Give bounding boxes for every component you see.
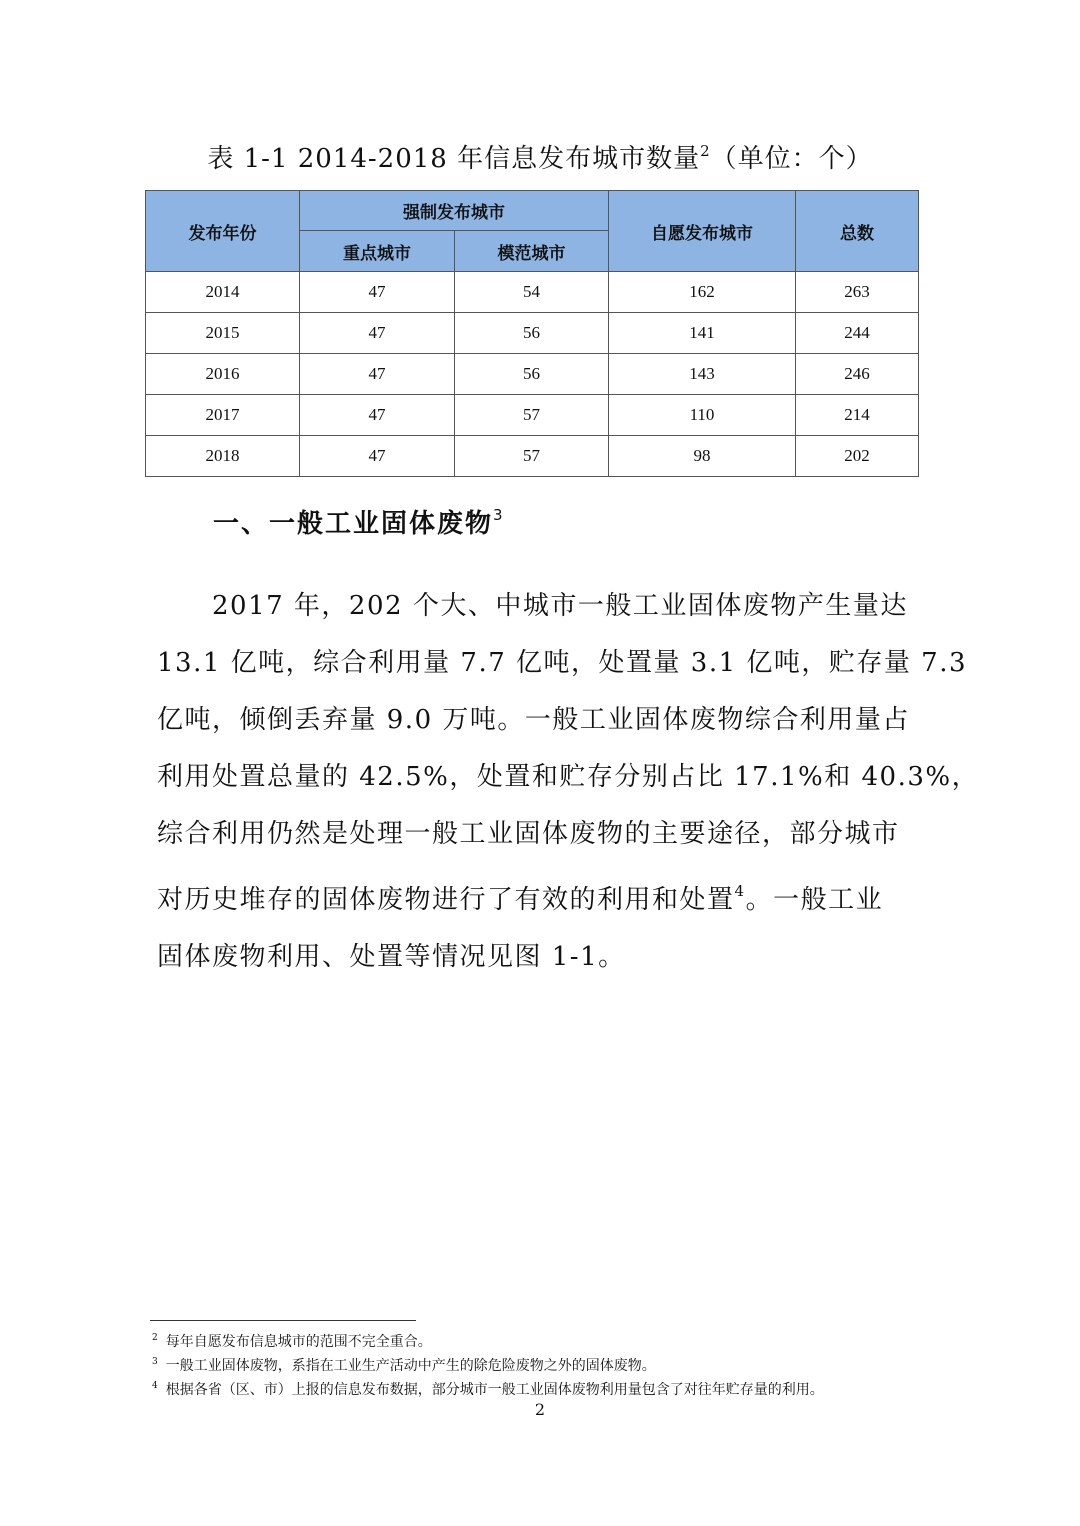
cell-key: 47: [300, 395, 455, 436]
cell-voluntary: 110: [609, 395, 796, 436]
footnote-mark: 3: [152, 1357, 158, 1367]
footnote-item: [152, 1328, 952, 1352]
cell-year: 2014: [146, 272, 300, 313]
cell-total: 263: [796, 272, 919, 313]
footnote-item: [152, 1352, 952, 1376]
footnote-item: [152, 1376, 952, 1400]
cell-voluntary: 162: [609, 272, 796, 313]
cell-voluntary: 141: [609, 313, 796, 354]
header-voluntary: 自愿发布城市: [609, 191, 796, 272]
paragraph-line: 固体废物利用、处置等情况见图 1-1。: [157, 942, 626, 972]
paragraph-line-text: 。一般工业: [745, 885, 884, 915]
cell-total: 202: [796, 436, 919, 477]
cell-key: 47: [300, 436, 455, 477]
table-caption: [0, 138, 1080, 175]
body-paragraph: [157, 578, 980, 986]
table-row: [146, 313, 919, 354]
footnote-ref-2[interactable]: 2: [700, 142, 711, 160]
cell-voluntary: 98: [609, 436, 796, 477]
footnote-ref-4[interactable]: 4: [734, 882, 746, 900]
footnote-text: 根据各省（区、市）上报的信息发布数据，部分城市一般工业固体废物利用量包含了对往年贮存量的利用。: [165, 1382, 824, 1398]
cell-voluntary: 143: [609, 354, 796, 395]
header-year: 发布年份: [146, 191, 300, 272]
paragraph-line: 2017 年，202 个大、中城市一般工业固体废物产生量达: [212, 591, 908, 621]
footnote-divider: [150, 1320, 416, 1321]
table-row: [146, 395, 919, 436]
cell-model: 57: [455, 436, 609, 477]
cell-year: 2017: [146, 395, 300, 436]
cell-model: 57: [455, 395, 609, 436]
footnote-text: 一般工业固体废物，系指在工业生产活动中产生的除危险废物之外的固体废物。: [165, 1358, 656, 1374]
page-number: 2: [534, 1400, 546, 1419]
city-count-table: [145, 190, 919, 477]
header-key-cities: 重点城市: [300, 231, 455, 272]
cell-total: 244: [796, 313, 919, 354]
section-heading-text: 一、一般工业固体废物: [213, 509, 494, 539]
header-mandatory: 强制发布城市: [300, 191, 609, 231]
footnote-mark: 2: [152, 1333, 158, 1343]
header-total: 总数: [796, 191, 919, 272]
cell-key: 47: [300, 354, 455, 395]
table-caption-text: 表 1-1 2014-2018 年信息发布城市数量: [207, 144, 701, 174]
paragraph-line: 13.1 亿吨，综合利用量 7.7 亿吨，处置量 3.1 亿吨，贮存量 7.3: [157, 648, 968, 678]
cell-year: 2016: [146, 354, 300, 395]
cell-year: 2018: [146, 436, 300, 477]
table-row: [146, 272, 919, 313]
table-caption-unit: （单位：个）: [710, 144, 873, 174]
cell-year: 2015: [146, 313, 300, 354]
footnote-ref-3[interactable]: 3: [493, 506, 505, 524]
cell-total: 214: [796, 395, 919, 436]
cell-key: 47: [300, 313, 455, 354]
paragraph-line: [157, 863, 927, 929]
header-model-cities: 模范城市: [455, 231, 609, 272]
paragraph-line: 亿吨，倾倒丢弃量 9.0 万吨。一般工业固体废物综合利用量占: [157, 705, 910, 735]
paragraph-line: 综合利用仍然是处理一般工业固体废物的主要途径，部分城市: [157, 819, 900, 849]
paragraph-line: 利用处置总量的 42.5%，处置和贮存分别占比 17.1%和 40.3%，: [157, 762, 980, 792]
cell-model: 56: [455, 313, 609, 354]
section-heading: [213, 503, 505, 540]
footnote-text: 每年自愿发布信息城市的范围不完全重合。: [165, 1334, 432, 1350]
cell-model: 56: [455, 354, 609, 395]
table-header-row: [146, 191, 919, 231]
cell-total: 246: [796, 354, 919, 395]
table-row: [146, 354, 919, 395]
cell-model: 54: [455, 272, 609, 313]
paragraph-line-text: 对历史堆存的固体废物进行了有效的利用和处置: [157, 885, 735, 915]
table-row: [146, 436, 919, 477]
footnote-mark: 4: [152, 1381, 158, 1391]
cell-key: 47: [300, 272, 455, 313]
footnotes: [152, 1328, 952, 1400]
